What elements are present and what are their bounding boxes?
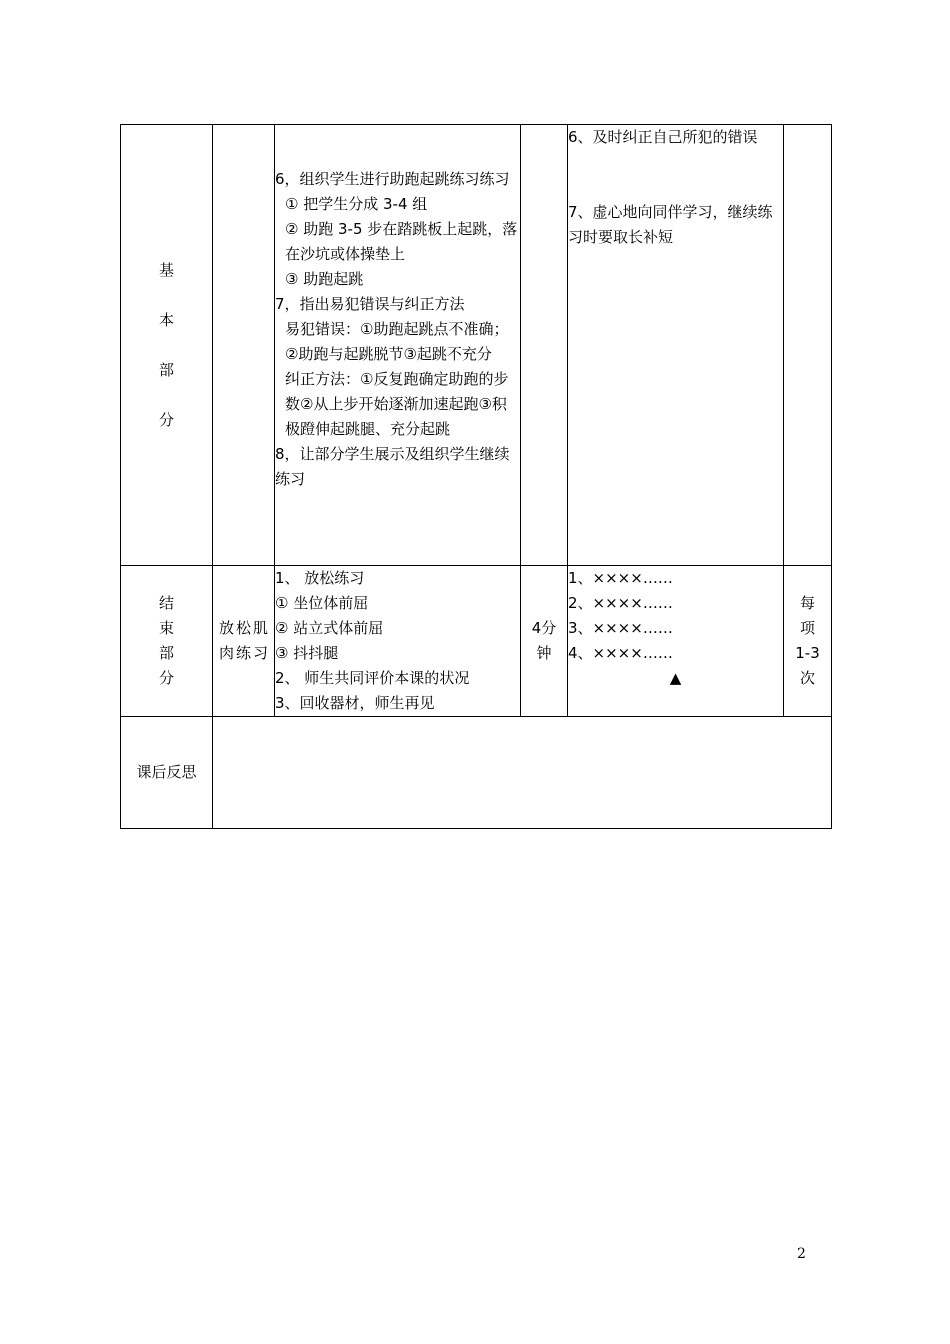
basic-part-topic (213, 125, 275, 566)
end-part-load (784, 566, 832, 717)
basic-part-load (784, 125, 832, 566)
end-part-content (275, 566, 521, 717)
time-text: 4分钟 (531, 619, 557, 662)
reflection-content (213, 717, 832, 829)
content-line: ① 坐位体前屈 (275, 594, 369, 612)
label-char: 本 (158, 311, 174, 329)
basic-part-time (521, 125, 568, 566)
label-char: 部 (158, 361, 174, 379)
student-line: 6、及时纠正自己所犯的错误 (568, 128, 758, 146)
end-part-time (521, 566, 568, 717)
content-line: ③ 抖抖腿 (275, 644, 339, 662)
basic-part-row (121, 125, 832, 566)
content-line: ③ 助跑起跳 (285, 270, 364, 288)
content-line: 8，让部分学生展示及组织学生继续练习 (275, 445, 510, 488)
spacer (568, 150, 783, 200)
content-line: ① 把学生分成 3-4 组 (285, 195, 428, 213)
student-line: 7、虚心地向同伴学习，继续练习时要取长补短 (568, 203, 773, 246)
load-text: 次 (799, 669, 815, 687)
formation-row: 1、××××…… (568, 569, 673, 587)
reflection-row (121, 717, 832, 829)
content-line: 1、 放松练习 (275, 569, 365, 587)
label-char: 分 (158, 669, 174, 687)
content-line: 3、回收器材，师生再见 (275, 694, 435, 712)
load-text: 1-3 (795, 644, 820, 662)
load-text: 每 (799, 594, 815, 612)
formation-row: 2、××××…… (568, 594, 673, 612)
lesson-plan-table (120, 124, 832, 829)
load-text: 项 (799, 619, 815, 637)
page-number: 2 (797, 1246, 806, 1262)
label-char: 结 (158, 594, 174, 612)
content-line: 易犯错误：①助跑起跳点不准确；②助跑与起跳脱节③起跳不充分 (285, 320, 509, 363)
teacher-triangle-icon: ▲ (669, 669, 682, 687)
label-char: 基 (158, 261, 174, 279)
end-part-formation (568, 566, 784, 717)
formation-row: 4、××××…… (568, 644, 673, 662)
topic-text: 放松肌肉练习 (219, 619, 268, 662)
content-line: ② 站立式体前屈 (275, 619, 384, 637)
basic-part-label (121, 125, 213, 566)
basic-part-content (275, 125, 521, 566)
label-char: 分 (158, 411, 174, 429)
basic-part-student-activity (568, 125, 784, 566)
content-line: ② 助跑 3-5 步在踏跳板上起跳，落在沙坑或体操垫上 (285, 220, 518, 263)
label-char: 部 (158, 644, 174, 662)
end-part-row (121, 566, 832, 717)
end-part-topic (213, 566, 275, 717)
reflection-label: 课后反思 (121, 717, 213, 829)
content-line: 6，组织学生进行助跑起跳练习练习 (275, 170, 510, 188)
label-char: 束 (158, 619, 174, 637)
end-part-label (121, 566, 213, 717)
content-line: 纠正方法：①反复跑确定助跑的步数②从上步开始逐渐加速起跑③积极蹬伸起跳腿、充分起跳 (285, 370, 509, 438)
formation-row: 3、××××…… (568, 619, 673, 637)
content-line: 2、 师生共同评价本课的状况 (275, 669, 470, 687)
content-line: 7，指出易犯错误与纠正方法 (275, 295, 465, 313)
